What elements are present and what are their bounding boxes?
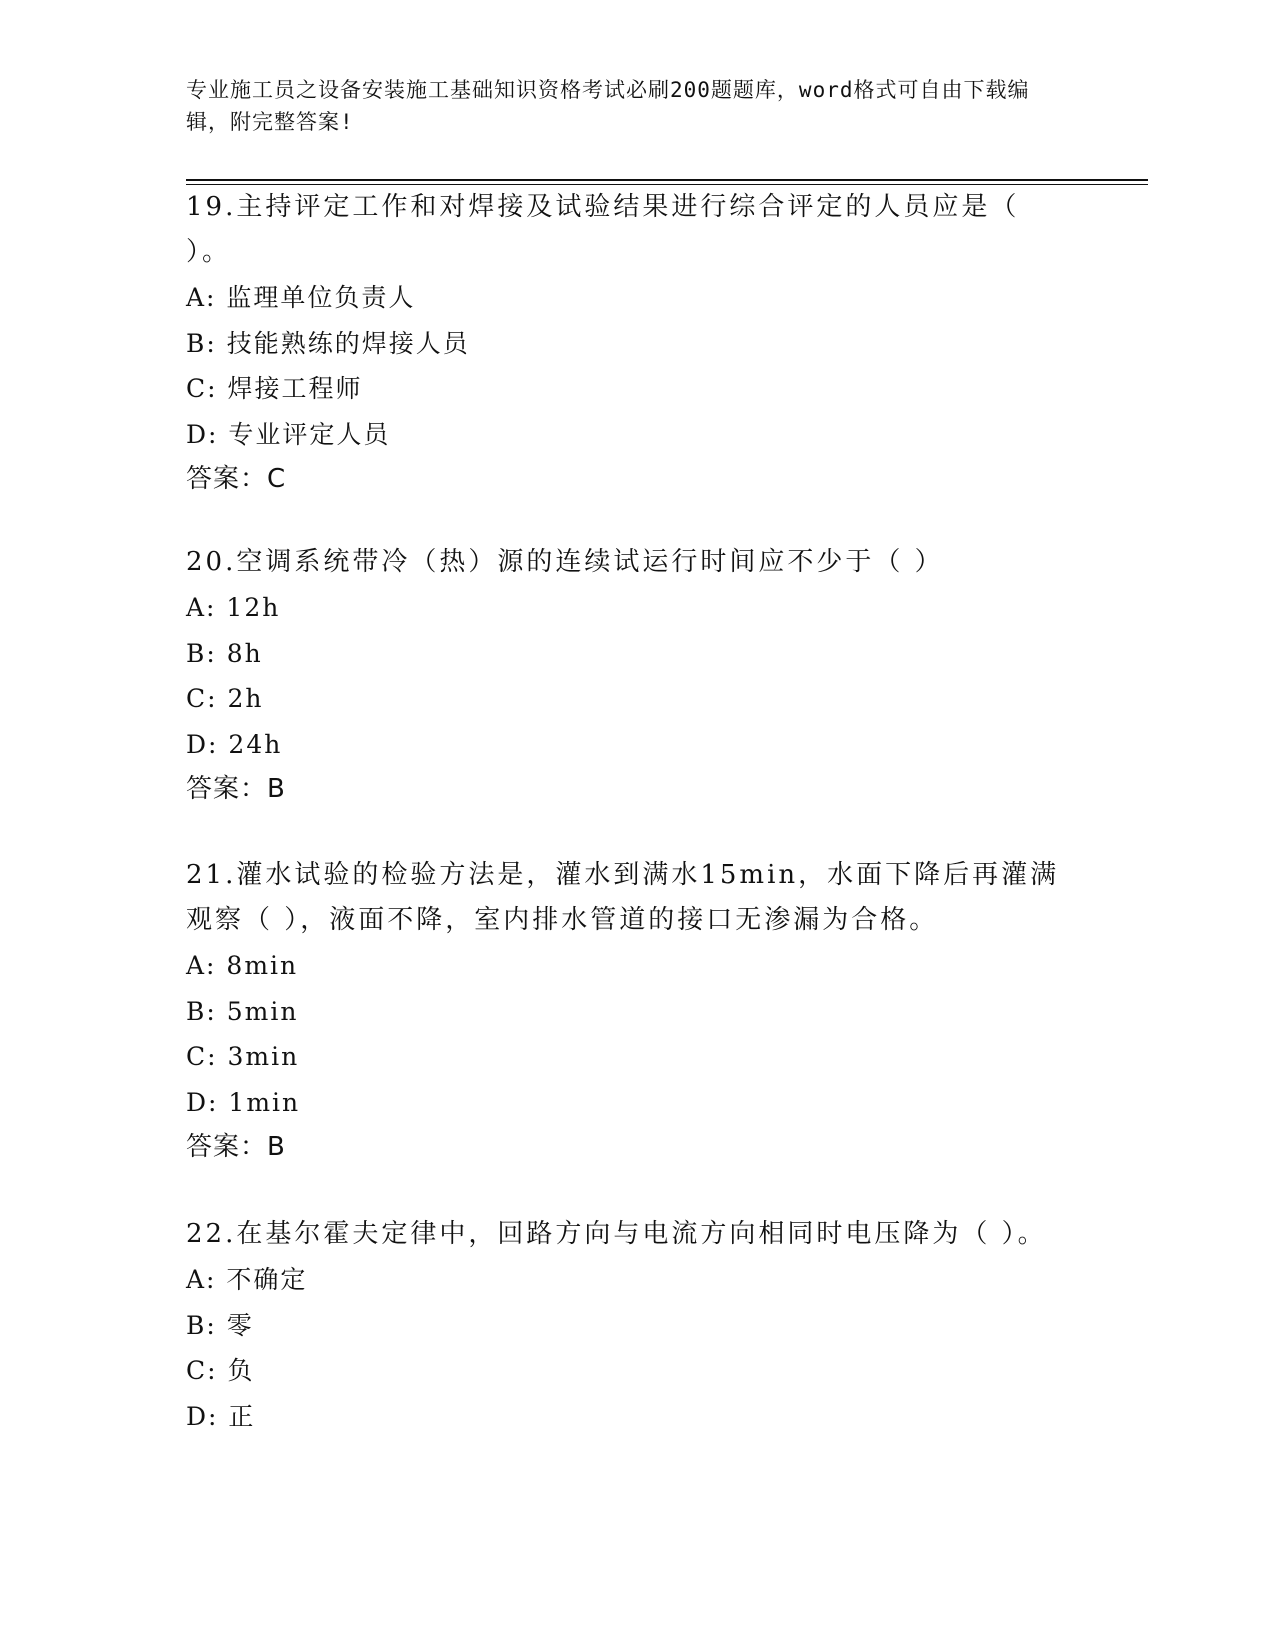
answer: 答案：B — [186, 1132, 286, 1162]
option-a: A: 8min — [186, 951, 299, 980]
option-c: C: 焊接工程师 — [186, 374, 363, 403]
option-b: B: 8h — [186, 638, 263, 668]
option-a: A: 监理单位负责人 — [186, 283, 416, 312]
option-d: D: 正 — [186, 1401, 256, 1431]
option-b: B: 技能熟练的焊接人员 — [186, 328, 470, 358]
question-stem: 20.空调系统带冷（热）源的连续试运行时间应不少于（ ） — [186, 547, 944, 577]
option-d: D: 24h — [186, 729, 283, 759]
option-d: D: 1min — [186, 1087, 301, 1117]
option-a: A: 12h — [186, 593, 281, 622]
option-c: C: 负 — [186, 1356, 255, 1385]
document-header: 专业施工员之设备安装施工基础知识资格考试必刷200题题库，word格式可自由下载编辑，附完整答案! — [186, 78, 1030, 134]
option-d: D: 专业评定人员 — [186, 419, 391, 449]
question-19 — [186, 185, 1066, 502]
option-b: B: 零 — [186, 1310, 254, 1340]
option-c: C: 2h — [186, 684, 264, 713]
option-a: A: 不确定 — [186, 1265, 308, 1294]
question-stem: 21.灌水试验的检验方法是，灌水到满水15min，水面下降后再灌满观察（ ），液面不降，室内排水管道的接口无渗漏为合格。 — [186, 860, 1060, 935]
answer: 答案：B — [186, 774, 286, 804]
question-22 — [186, 1212, 1066, 1439]
question-stem: 19.主持评定工作和对焊接及试验结果进行综合评定的人员应是（ ）。 — [186, 192, 1020, 267]
answer: 答案：C — [186, 464, 287, 494]
option-c: C: 3min — [186, 1042, 300, 1071]
question-20 — [186, 540, 1066, 812]
question-stem: 22.在基尔霍夫定律中，回路方向与电流方向相同时电压降为（ ）。 — [186, 1219, 1047, 1249]
header-divider-thick — [186, 179, 1148, 181]
option-b: B: 5min — [186, 996, 299, 1026]
question-21 — [186, 853, 1066, 1170]
